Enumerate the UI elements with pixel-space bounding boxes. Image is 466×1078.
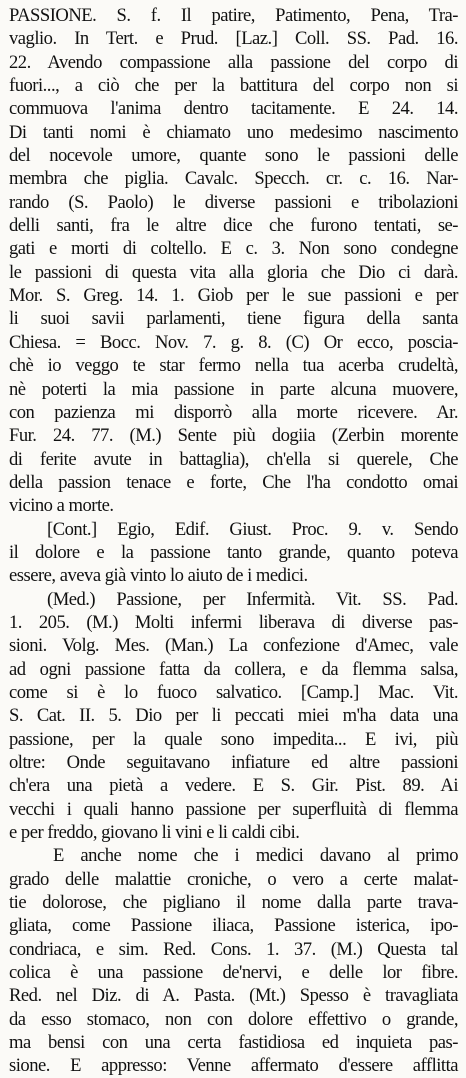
text-line: ad ogni passione fatta da collera, e da flemma salsa, <box>9 658 458 680</box>
text-line: fuori..., a ciò che per la battitura del corpo non si <box>9 75 458 97</box>
text-line: sioni. Volg. Mes. (Man.) La confezione d'Amec, vale <box>9 635 458 657</box>
text-line: membra che piglia. Cavalc. Specch. cr. c. 16. Nar- <box>9 168 458 190</box>
text-line: grado delle malattie croniche, o vero a certe malat- <box>9 868 458 890</box>
text-line: essere, aveva già vinto lo aiuto de i medici. <box>9 565 308 587</box>
text-line: Red. nel Diz. di A. Pasta. (Mt.) Spesso è travagliata <box>9 985 458 1007</box>
text-line: e per freddo, giovano li vini e li caldi cibi. <box>9 822 300 844</box>
text-line: chè io veggo te star fermo nella tua acerba crudeltà, <box>9 355 458 377</box>
text-line: li suoi savii parlamenti, tiene figura della santa <box>9 308 458 330</box>
text-line: vaglio. In Tert. e Prud. [Laz.] Coll. SS. Pad. 16. <box>9 28 458 50</box>
text-line: di ferite avute in battaglia), ch'ella si querele, Che <box>9 448 458 470</box>
text-line: gati e morti di coltello. E c. 3. Non sono condegne <box>9 238 458 260</box>
text-line: del nocevole umore, quante sono le passioni delle <box>9 145 458 167</box>
text-line: nè poterti la mia passione in parte alcuna muovere, <box>9 378 458 400</box>
text-line: Chiesa. = Bocc. Nov. 7. g. 8. (C) Or ecco, poscia- <box>9 331 458 353</box>
paragraph-start-line: (Med.) Passione, per Infermità. Vit. SS. Pad. <box>47 588 458 610</box>
text-line: tie dolorose, che pigliano il nome dalla parte trava- <box>9 892 458 914</box>
dictionary-entry <box>9 4 458 1078</box>
text-line: vecchi i quali hanno passione per superfluità di flemma <box>9 798 458 820</box>
text-line: delli santi, fra le altre dice che furono tentati, se- <box>9 215 458 237</box>
text-line: come si è lo fuoco salvatico. [Camp.] Mac. Vit. <box>9 681 458 703</box>
text-line: 1. 205. (M.) Molti infermi liberava di diverse pas- <box>9 611 458 633</box>
text-line: ch'era una pietà a vedere. E S. Gir. Pist. 89. Ai <box>9 775 458 797</box>
text-line: Mor. S. Greg. 14. 1. Giob per le sue passioni e per <box>9 285 458 307</box>
text-line: le passioni di questa vita alla gloria che Dio ci darà. <box>9 261 458 283</box>
paragraph-start-line: E anche nome che i medici davano al primo <box>53 845 458 867</box>
paragraph-start-line: [Cont.] Egio, Edif. Giust. Proc. 9. v. Sendo <box>47 518 458 540</box>
text-line: ma bensi con una certa fastidiosa ed inquieta pas- <box>9 1032 458 1054</box>
text-line: oltre: Onde seguitavano infiature ed altre passioni <box>9 752 458 773</box>
text-line: Fur. 24. 77. (M.) Sente più dogiia (Zerbin morente <box>9 425 458 447</box>
text-line: gliata, come Passione iliaca, Passione isterica, ipo- <box>9 915 458 937</box>
text-line: condriaca, e sim. Red. Cons. 1. 37. (M.) Questa tal <box>9 938 458 960</box>
text-line: passione, per la quale sono impedita... E ivi, più <box>9 728 458 750</box>
text-line: con pazienza mi disporrò alla morte ricevere. Ar. <box>9 401 458 423</box>
text-line: vicino a morte. <box>9 495 114 517</box>
text-line: della passion tenace e forte, Che l'ha condotto omai <box>9 471 458 493</box>
text-line: Di tanti nomi è chiamato uno medesimo nascimento <box>9 121 458 143</box>
text-line: PASSIONE. S. f. Il patire, Patimento, Pena, Tra- <box>9 5 458 26</box>
text-line: colica è una passione de'nervi, e delle lor fibre. <box>9 962 458 984</box>
text-line: S. Cat. II. 5. Dio per li peccati miei m'ha data una <box>9 705 458 727</box>
text-line: da esso stomaco, non con dolore effettivo o grande, <box>9 1008 458 1030</box>
text-line: il dolore e la passione tanto grande, quanto poteva <box>9 541 458 563</box>
text-line: sione. E appresso: Venne affermato d'essere afflitta <box>9 1055 458 1077</box>
text-line: rando (S. Paolo) le diverse passioni e tribolazioni <box>9 191 458 213</box>
text-line: commuova l'anima dentro tacitamente. E 24. 14. <box>9 98 458 120</box>
text-line: 22. Avendo compassione alla passione del corpo di <box>9 51 458 73</box>
